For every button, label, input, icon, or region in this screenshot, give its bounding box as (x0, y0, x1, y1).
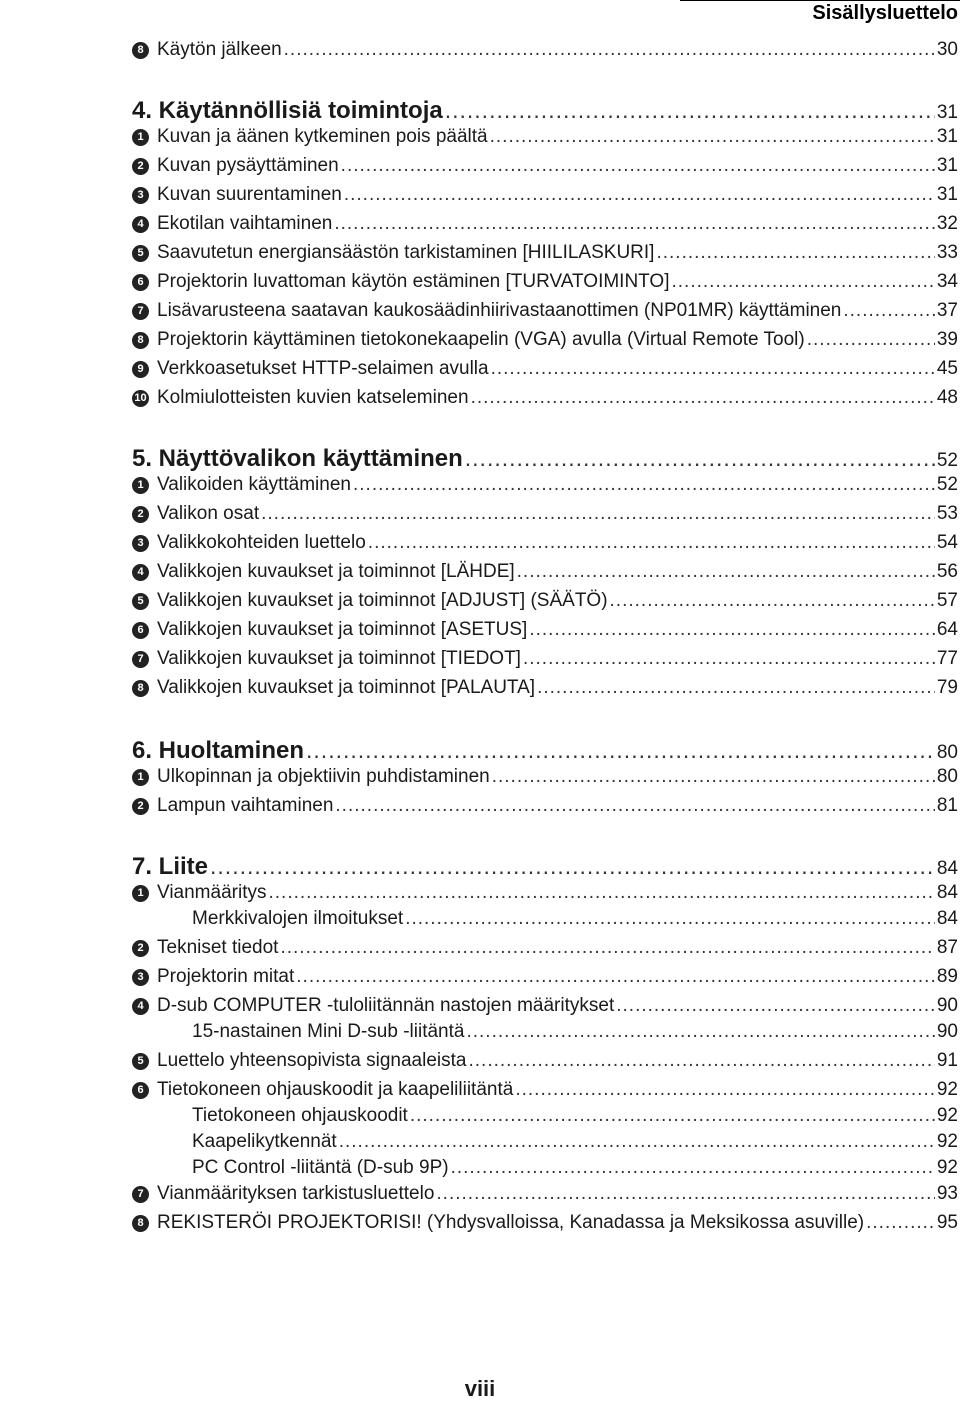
entry-number-badge: 3 (132, 969, 149, 986)
toc-entry[interactable] (132, 965, 958, 989)
entry-number-badge: 5 (132, 245, 149, 262)
entry-title: Lampun vaihtaminen (157, 795, 334, 816)
toc-entry[interactable] (132, 936, 958, 960)
entry-number-badge: 1 (132, 885, 149, 902)
toc-subentry[interactable] (192, 1104, 958, 1128)
page-header (680, 0, 960, 30)
dot-leader (410, 1104, 935, 1128)
entry-title: Kuvan pysäyttäminen (157, 155, 339, 176)
toc-entry[interactable] (132, 357, 958, 381)
entry-title: Saavutetun energiansäästön tarkistaminen [HIILILASKURI] (157, 242, 655, 263)
entry-number-badge: 4 (132, 998, 149, 1015)
dot-leader (610, 589, 935, 613)
header-title: Sisällysluettelo (812, 2, 958, 24)
entry-page-number: 39 (936, 329, 958, 350)
toc-entry[interactable] (132, 183, 958, 207)
entry-title: Valikon osat (157, 503, 260, 524)
entry-title: Valikoiden käyttäminen (157, 474, 351, 495)
entry-number-badge: 1 (132, 477, 149, 494)
entry-page-number: 80 (936, 766, 958, 787)
toc-entry[interactable] (132, 125, 958, 149)
dot-leader (529, 618, 935, 642)
toc-subentry[interactable] (192, 1130, 958, 1154)
entry-page-number: 48 (936, 387, 958, 408)
entry-title: Vianmääritys (157, 882, 267, 903)
dot-leader (334, 212, 935, 236)
toc-subentry[interactable] (192, 907, 958, 931)
entry-number-badge: 3 (132, 187, 149, 204)
entry-number-badge: 3 (132, 535, 149, 552)
dot-leader (405, 907, 935, 931)
toc-section-heading[interactable] (132, 96, 958, 124)
dot-leader (517, 560, 935, 584)
dot-leader (466, 1020, 934, 1044)
dot-leader (296, 965, 935, 989)
entry-page-number: 31 (936, 126, 958, 147)
entry-title: Valikkokohteiden luettelo (157, 532, 366, 553)
entry-number-badge: 2 (132, 940, 149, 957)
entry-page-number: 37 (936, 300, 958, 321)
entry-page-number: 45 (936, 358, 958, 379)
entry-title: Tekniset tiedot (157, 937, 279, 958)
dot-leader (866, 1211, 935, 1235)
dot-leader (523, 647, 935, 671)
entry-page-number: 90 (936, 995, 958, 1016)
toc-entry[interactable] (132, 1078, 958, 1102)
dot-leader (284, 38, 935, 62)
dot-leader (471, 386, 935, 410)
dot-leader (210, 852, 935, 880)
entry-page-number: 92 (936, 1157, 958, 1178)
toc-entry[interactable] (132, 1211, 958, 1235)
entry-page-number: 32 (936, 213, 958, 234)
entry-title: Projektorin käyttäminen tietokonekaapelin (VGA) avulla (Virtual Remote Tool) (157, 329, 805, 350)
entry-page-number: 84 (936, 858, 958, 879)
dot-leader (268, 881, 934, 905)
entry-number-badge: 2 (132, 506, 149, 523)
entry-number-badge: 2 (132, 798, 149, 815)
dot-leader (468, 1049, 934, 1073)
dot-leader (436, 1182, 934, 1206)
entry-number-badge: 5 (132, 1053, 149, 1070)
entry-page-number: 56 (936, 561, 958, 582)
entry-title: Kolmiulotteisten kuvien katseleminen (157, 387, 469, 408)
dot-leader (261, 502, 935, 526)
toc-section-heading[interactable] (132, 852, 958, 880)
toc-entry[interactable] (132, 647, 958, 671)
entry-title: Vianmäärityksen tarkistusluettelo (157, 1183, 435, 1204)
entry-page-number: 33 (936, 242, 958, 263)
entry-page-number: 92 (936, 1131, 958, 1152)
entry-page-number: 80 (936, 742, 958, 763)
toc-entry[interactable] (132, 38, 958, 62)
entry-page-number: 90 (936, 1021, 958, 1042)
entry-page-number: 57 (936, 590, 958, 611)
entry-title: Valikkojen kuvaukset ja toiminnot [TIEDOT] (157, 648, 521, 669)
entry-page-number: 31 (936, 102, 958, 123)
dot-leader (368, 531, 935, 555)
entry-title: Ekotilan vaihtaminen (157, 213, 333, 234)
toc-section-heading[interactable] (132, 736, 958, 764)
entry-page-number: 52 (936, 474, 958, 495)
entry-title: Käytön jälkeen (157, 39, 282, 60)
entry-title: Kuvan ja äänen kytkeminen pois päältä (157, 126, 488, 147)
entry-page-number: 89 (936, 966, 958, 987)
toc-entry[interactable] (132, 618, 958, 642)
dot-leader (344, 183, 935, 207)
entry-page-number: 87 (936, 937, 958, 958)
entry-page-number: 92 (936, 1079, 958, 1100)
dot-leader (353, 473, 935, 497)
dot-leader (490, 125, 935, 149)
dot-leader (491, 357, 935, 381)
entry-title: 6. Huoltaminen (132, 737, 305, 764)
entry-number-badge: 9 (132, 361, 149, 378)
toc-entry[interactable] (132, 270, 958, 294)
dot-leader (341, 154, 935, 178)
entry-title: Projektorin luvattoman käytön estäminen [TURVATOIMINTO] (157, 271, 670, 292)
entry-number-badge: 7 (132, 651, 149, 668)
toc-entry[interactable] (132, 589, 958, 613)
toc-entry[interactable] (132, 473, 958, 497)
dot-leader (335, 794, 934, 818)
entry-title: Ulkopinnan ja objektiivin puhdistaminen (157, 766, 490, 787)
dot-leader (515, 1078, 935, 1102)
dot-leader (843, 299, 934, 323)
toc-entry[interactable] (132, 212, 958, 236)
dot-leader (306, 736, 935, 764)
dot-leader (616, 994, 935, 1018)
entry-page-number: 31 (936, 184, 958, 205)
toc-entry[interactable] (132, 560, 958, 584)
entry-page-number: 34 (936, 271, 958, 292)
entry-page-number: 84 (936, 908, 958, 929)
dot-leader (807, 328, 935, 352)
entry-number-badge: 6 (132, 622, 149, 639)
header-rule (680, 0, 960, 1)
entry-number-badge: 10 (132, 390, 149, 407)
entry-number-badge: 6 (132, 1082, 149, 1099)
entry-title: Valikkojen kuvaukset ja toiminnot [LÄHDE] (157, 561, 515, 582)
dot-leader (339, 1130, 935, 1154)
toc-entry[interactable] (132, 386, 958, 410)
toc-section-heading[interactable] (132, 444, 958, 472)
entry-page-number: 79 (936, 677, 958, 698)
entry-title: REKISTERÖI PROJEKTORISI! (Yhdysvalloissa, Kanadassa ja Meksikossa asuville) (157, 1212, 865, 1233)
entry-title: 15-nastainen Mini D-sub -liitäntä (192, 1021, 465, 1042)
entry-page-number: 93 (936, 1183, 958, 1204)
entry-number-badge: 8 (132, 42, 149, 59)
entry-number-badge: 2 (132, 158, 149, 175)
entry-title: Projektorin mitat (157, 966, 295, 987)
entry-title: Tietokoneen ohjauskoodit (192, 1105, 408, 1126)
entry-page-number: 30 (936, 39, 958, 60)
dot-leader (492, 765, 935, 789)
dot-leader (451, 1156, 935, 1180)
toc-entry[interactable] (132, 531, 958, 555)
entry-title: 5. Näyttövalikon käyttäminen (132, 445, 463, 472)
toc-entry[interactable] (132, 299, 958, 323)
entry-title: Luettelo yhteensopivista signaaleista (157, 1050, 467, 1071)
entry-page-number: 95 (936, 1212, 958, 1233)
entry-number-badge: 8 (132, 332, 149, 349)
entry-page-number: 81 (936, 795, 958, 816)
entry-title: 7. Liite (132, 853, 209, 880)
entry-page-number: 91 (936, 1050, 958, 1071)
entry-page-number: 84 (936, 882, 958, 903)
toc-entry[interactable] (132, 881, 958, 905)
footer-page-number: viii (464, 1376, 496, 1401)
dot-leader (465, 444, 935, 472)
entry-title: PC Control -liitäntä (D-sub 9P) (192, 1157, 449, 1178)
dot-leader (445, 96, 935, 124)
toc-entry[interactable] (132, 1049, 958, 1073)
toc-entry[interactable] (132, 328, 958, 352)
toc-entry[interactable] (132, 765, 958, 789)
entry-page-number: 64 (936, 619, 958, 640)
entry-title: Lisävarusteena saatavan kaukosäädinhiirivastaanottimen (NP01MR) käyttäminen (157, 300, 842, 321)
entry-number-badge: 4 (132, 216, 149, 233)
entry-title: Valikkojen kuvaukset ja toiminnot [ADJUST] (SÄÄTÖ) (157, 590, 608, 611)
toc-entry[interactable] (132, 154, 958, 178)
toc-entry[interactable] (132, 1182, 958, 1206)
entry-number-badge: 8 (132, 1215, 149, 1232)
entry-page-number: 53 (936, 503, 958, 524)
entry-page-number: 92 (936, 1105, 958, 1126)
toc-subentry[interactable] (192, 1020, 958, 1044)
entry-number-badge: 4 (132, 564, 149, 581)
entry-page-number: 52 (936, 450, 958, 471)
entry-title: Valikkojen kuvaukset ja toiminnot [PALAUTA] (157, 677, 536, 698)
dot-leader (672, 270, 935, 294)
entry-number-badge: 7 (132, 303, 149, 320)
entry-number-badge: 6 (132, 274, 149, 291)
dot-leader (537, 676, 935, 700)
entry-page-number: 77 (936, 648, 958, 669)
entry-number-badge: 1 (132, 129, 149, 146)
entry-page-number: 31 (936, 155, 958, 176)
toc-entry[interactable] (132, 502, 958, 526)
toc-entry[interactable] (132, 794, 958, 818)
toc-entry[interactable] (132, 994, 958, 1018)
entry-number-badge: 7 (132, 1186, 149, 1203)
entry-title: D-sub COMPUTER -tuloliitännän nastojen määritykset (157, 995, 615, 1016)
dot-leader (656, 241, 934, 265)
entry-title: Tietokoneen ohjauskoodit ja kaapeliliitäntä (157, 1079, 514, 1100)
dot-leader (280, 936, 934, 960)
entry-title: Valikkojen kuvaukset ja toiminnot [ASETUS] (157, 619, 528, 640)
entry-title: 4. Käytännöllisiä toimintoja (132, 97, 443, 124)
entry-title: Kuvan suurentaminen (157, 184, 342, 205)
entry-number-badge: 8 (132, 680, 149, 697)
entry-title: Verkkoasetukset HTTP-selaimen avulla (157, 358, 489, 379)
toc-subentry[interactable] (192, 1156, 958, 1180)
entry-page-number: 54 (936, 532, 958, 553)
toc-entry[interactable] (132, 676, 958, 700)
entry-title: Merkkivalojen ilmoitukset (192, 908, 404, 929)
entry-number-badge: 1 (132, 769, 149, 786)
entry-title: Kaapelikytkennät (192, 1131, 337, 1152)
toc-entry[interactable] (132, 241, 958, 265)
entry-number-badge: 5 (132, 593, 149, 610)
